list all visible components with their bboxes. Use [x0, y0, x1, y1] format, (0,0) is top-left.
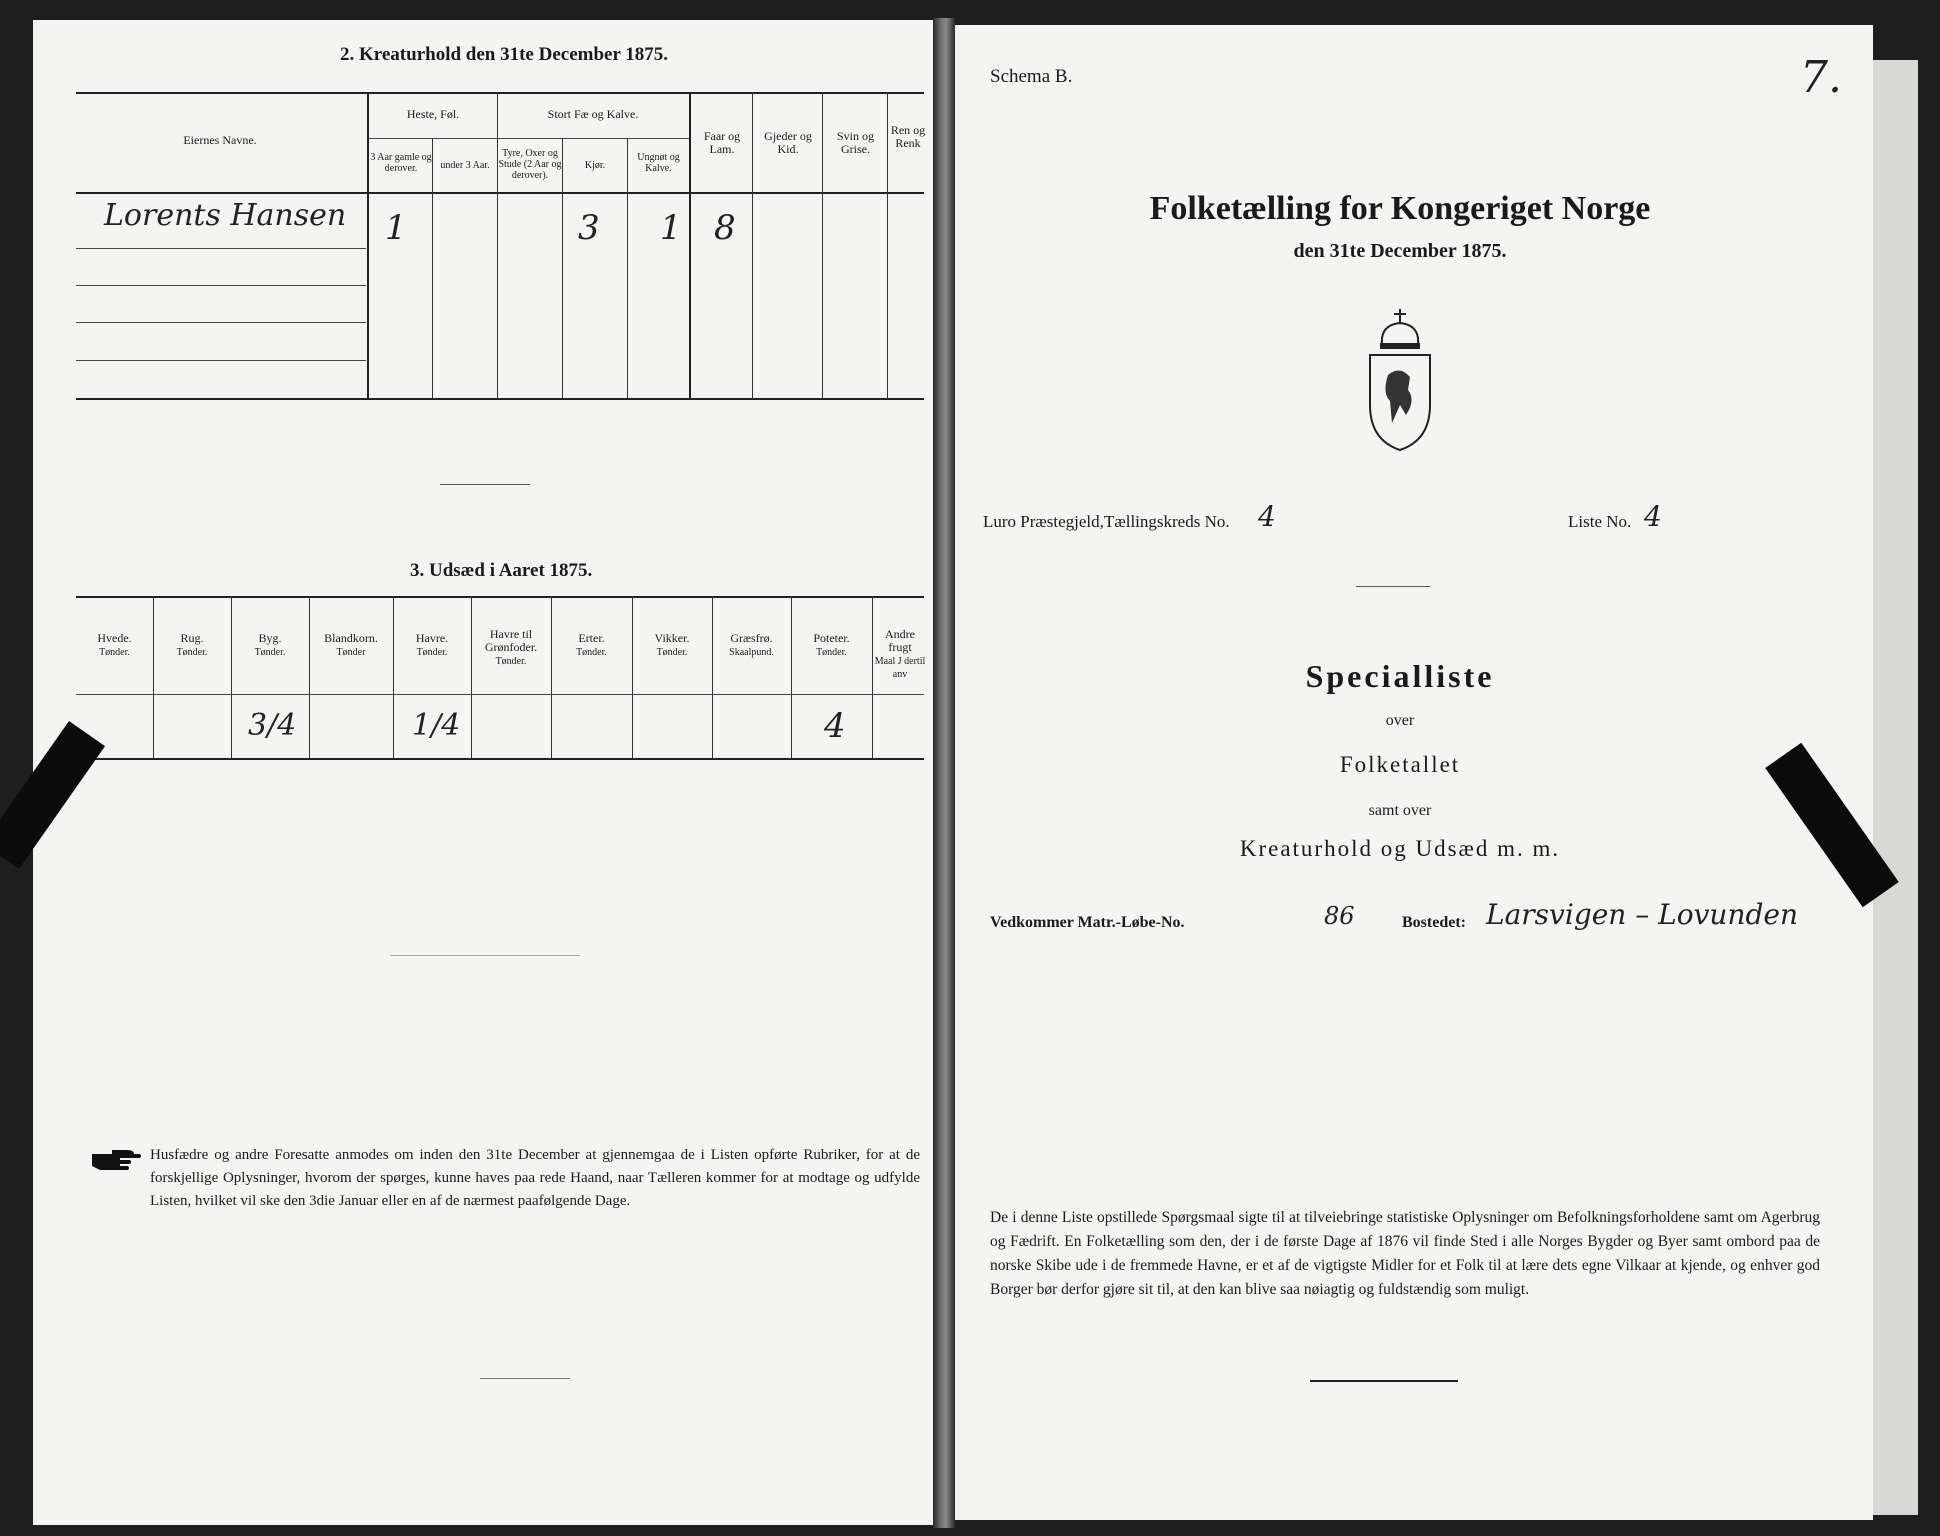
livestock-table-top-rule [76, 92, 924, 94]
seed-andre [873, 628, 927, 680]
seed-graesfro [712, 632, 791, 658]
col-divider [822, 92, 823, 399]
livestock-owner: Lorents Hansen [104, 198, 347, 233]
col-heste-3aar: 3 Aar gamle og derover. [370, 152, 432, 174]
col-divider [367, 92, 369, 399]
livestock-ungnot: 1 [660, 208, 682, 248]
seed-vikker [632, 632, 712, 658]
row-line [76, 322, 366, 323]
list-number: 4 [1644, 500, 1662, 533]
seed-havre [393, 632, 471, 658]
bosted-label: Bostedet: [1402, 914, 1466, 931]
seed-name: Byg. [258, 631, 282, 645]
seed-table-top-rule [76, 596, 924, 598]
seed-table-header-rule [76, 694, 924, 695]
seed-value-poteter: 4 [824, 706, 846, 746]
col-gjeder: Gjeder og Kid. [764, 129, 812, 156]
col-divider [497, 92, 498, 399]
seed-name: Rug. [180, 631, 204, 645]
kreaturhold-label: Kreaturhold og Udsæd m. m. [1239, 836, 1561, 861]
col-svin: Svin og Grise. [836, 129, 874, 156]
district-number: 4 [1258, 500, 1276, 533]
livestock-faar: 8 [714, 208, 736, 248]
col-tyre: Tyre, Oxer og Stude (2 Aar og derover). [498, 148, 562, 181]
seed-erter [551, 632, 632, 658]
livestock-table-header-rule [76, 192, 924, 194]
seed-table-bottom-rule [76, 758, 924, 760]
pointing-hand-icon [90, 1146, 142, 1174]
coat-of-arms-icon [1360, 305, 1440, 455]
row-line [76, 248, 366, 249]
col-divider [432, 138, 433, 398]
seed-unit: Skaalpund. [729, 647, 774, 658]
col-divider [231, 596, 232, 758]
seed-hvede [76, 632, 153, 658]
stort-fae-group-rule [497, 138, 689, 139]
samt-over-label: samt over [1368, 802, 1432, 819]
row-line [76, 285, 366, 286]
col-divider [562, 138, 563, 398]
seed-unit: Maal J dertil anv [874, 656, 926, 680]
col-divider [309, 596, 310, 758]
livestock-kjor: 3 [578, 208, 600, 248]
col-divider [471, 596, 472, 758]
heste-group-header: Heste, Føl. [406, 107, 460, 121]
seed-unit: Tønder. [99, 647, 130, 658]
seed-unit: Tønder. [176, 647, 208, 658]
seed-unit: Tønder. [816, 647, 847, 658]
heste-group-rule [369, 138, 497, 139]
seed-unit: Tønder [336, 647, 366, 658]
seed-unit: Tønder. [495, 656, 527, 667]
seed-name: Vikker. [654, 631, 690, 645]
seed-name: Blandkorn. [324, 631, 378, 645]
col-divider [551, 596, 552, 758]
seed-poteter [791, 632, 872, 658]
divider [480, 1378, 570, 1379]
col-ren: Ren og Renk [890, 124, 926, 150]
section2-title: 2. Kreaturhold den 31te December 1875. [340, 44, 669, 65]
seed-name: Havre. [415, 631, 449, 645]
faint-divider [390, 955, 580, 956]
row-line [76, 360, 366, 361]
seed-unit: Tønder. [416, 647, 448, 658]
seed-name: Andre frugt [885, 628, 915, 654]
page-edge [1873, 60, 1918, 1515]
over-label: over [1385, 712, 1415, 729]
divider [1310, 1380, 1458, 1382]
page-number: 7. [1800, 52, 1842, 103]
col-divider [887, 92, 888, 399]
seed-unit: Tønder. [656, 647, 688, 658]
seed-unit: Tønder. [576, 647, 607, 658]
divider [440, 484, 530, 485]
parish-label: Luro Præstegjeld, [983, 512, 1104, 531]
matr-label: Vedkommer Matr.-Løbe-No. [990, 914, 1185, 931]
col-divider [752, 92, 753, 399]
col-divider [712, 596, 713, 758]
specialliste-heading: Specialliste [1305, 658, 1495, 694]
owner-col-header: Eiernes Navne. [183, 133, 257, 147]
section3-title: 3. Udsæd i Aaret 1875. [410, 560, 593, 581]
seed-blandkorn [309, 632, 393, 658]
seed-name: Erter. [578, 631, 605, 645]
col-divider [627, 138, 628, 398]
col-faar: Faar og Lam. [703, 129, 741, 156]
book-spine [933, 18, 955, 1528]
census-title: Folketælling for Kongeriget Norge [1149, 190, 1651, 227]
divider [1356, 586, 1430, 587]
seed-value-byg: 3/4 [248, 708, 297, 743]
purpose-paragraph: De i denne Liste opstillede Spørgsmaal sigte til at tilveiebringe statistiske Oplysninger om Befolkningsforholdene samt om Agerbrug og Fædrift. En Folketælling som den, der i de første Dage af 1876 vil finde Sted i alle Norges Bygder og Byer samt ombord paa de norske Skibe ude i de fremmede Havne, er et af de vigtigste Midler for et Folk til at lære dets egne Vilkaar at kjende, og enhver god Borger bør derfor gjøre sit til, at den kan blive saa nøiagtig og fuldstændig som muligt. [990, 1209, 1820, 1298]
notice-paragraph: Husfædre og andre Foresatte anmodes om inden den 31te December at gjennemgaa de i Listen opførte Rubriker, for at de forskjellige Oplysninger, hvorom der spørges, kunne haves paa rede Haand, naar Tælleren kommer for at modtage og udfylde Listen, hvilket vil ske den 3die Januar eller en af de nærmest paafølgende Dage. [150, 1147, 920, 1209]
seed-name: Græsfrø. [730, 631, 773, 645]
seed-name: Poteter. [813, 631, 850, 645]
schema-label: Schema B. [990, 66, 1073, 87]
col-divider [689, 92, 691, 399]
left-page [33, 20, 933, 1525]
col-ungnot: Ungnøt og Kalve. [637, 152, 680, 174]
livestock-heste-3aar: 1 [385, 208, 407, 248]
seed-havre-gronfoder [471, 628, 551, 667]
folketallet-label: Folketallet [1339, 752, 1461, 777]
col-divider [791, 596, 792, 758]
col-divider [153, 596, 154, 758]
stort-fae-group-header: Stort Fæ og Kalve. [547, 107, 639, 121]
col-heste-under: under 3 Aar. [440, 160, 490, 171]
col-kjor: Kjør. [584, 160, 606, 171]
matr-number: 86 [1324, 902, 1355, 930]
bosted-value: Larsvigen – Lovunden [1486, 898, 1799, 931]
col-divider [393, 596, 394, 758]
seed-name: Hvede. [97, 631, 132, 645]
list-label: Liste No. [1568, 512, 1632, 531]
seed-name: Havre til Grønfoder. [484, 627, 538, 654]
seed-value-havre: 1/4 [412, 708, 461, 743]
census-date: den 31te December 1875. [1293, 240, 1507, 262]
col-divider [632, 596, 633, 758]
district-label: Tællingskreds No. [1104, 512, 1230, 531]
seed-byg [231, 632, 309, 658]
seed-rug [153, 632, 231, 658]
livestock-table-bottom-rule [76, 398, 924, 400]
seed-unit: Tønder. [254, 647, 286, 658]
